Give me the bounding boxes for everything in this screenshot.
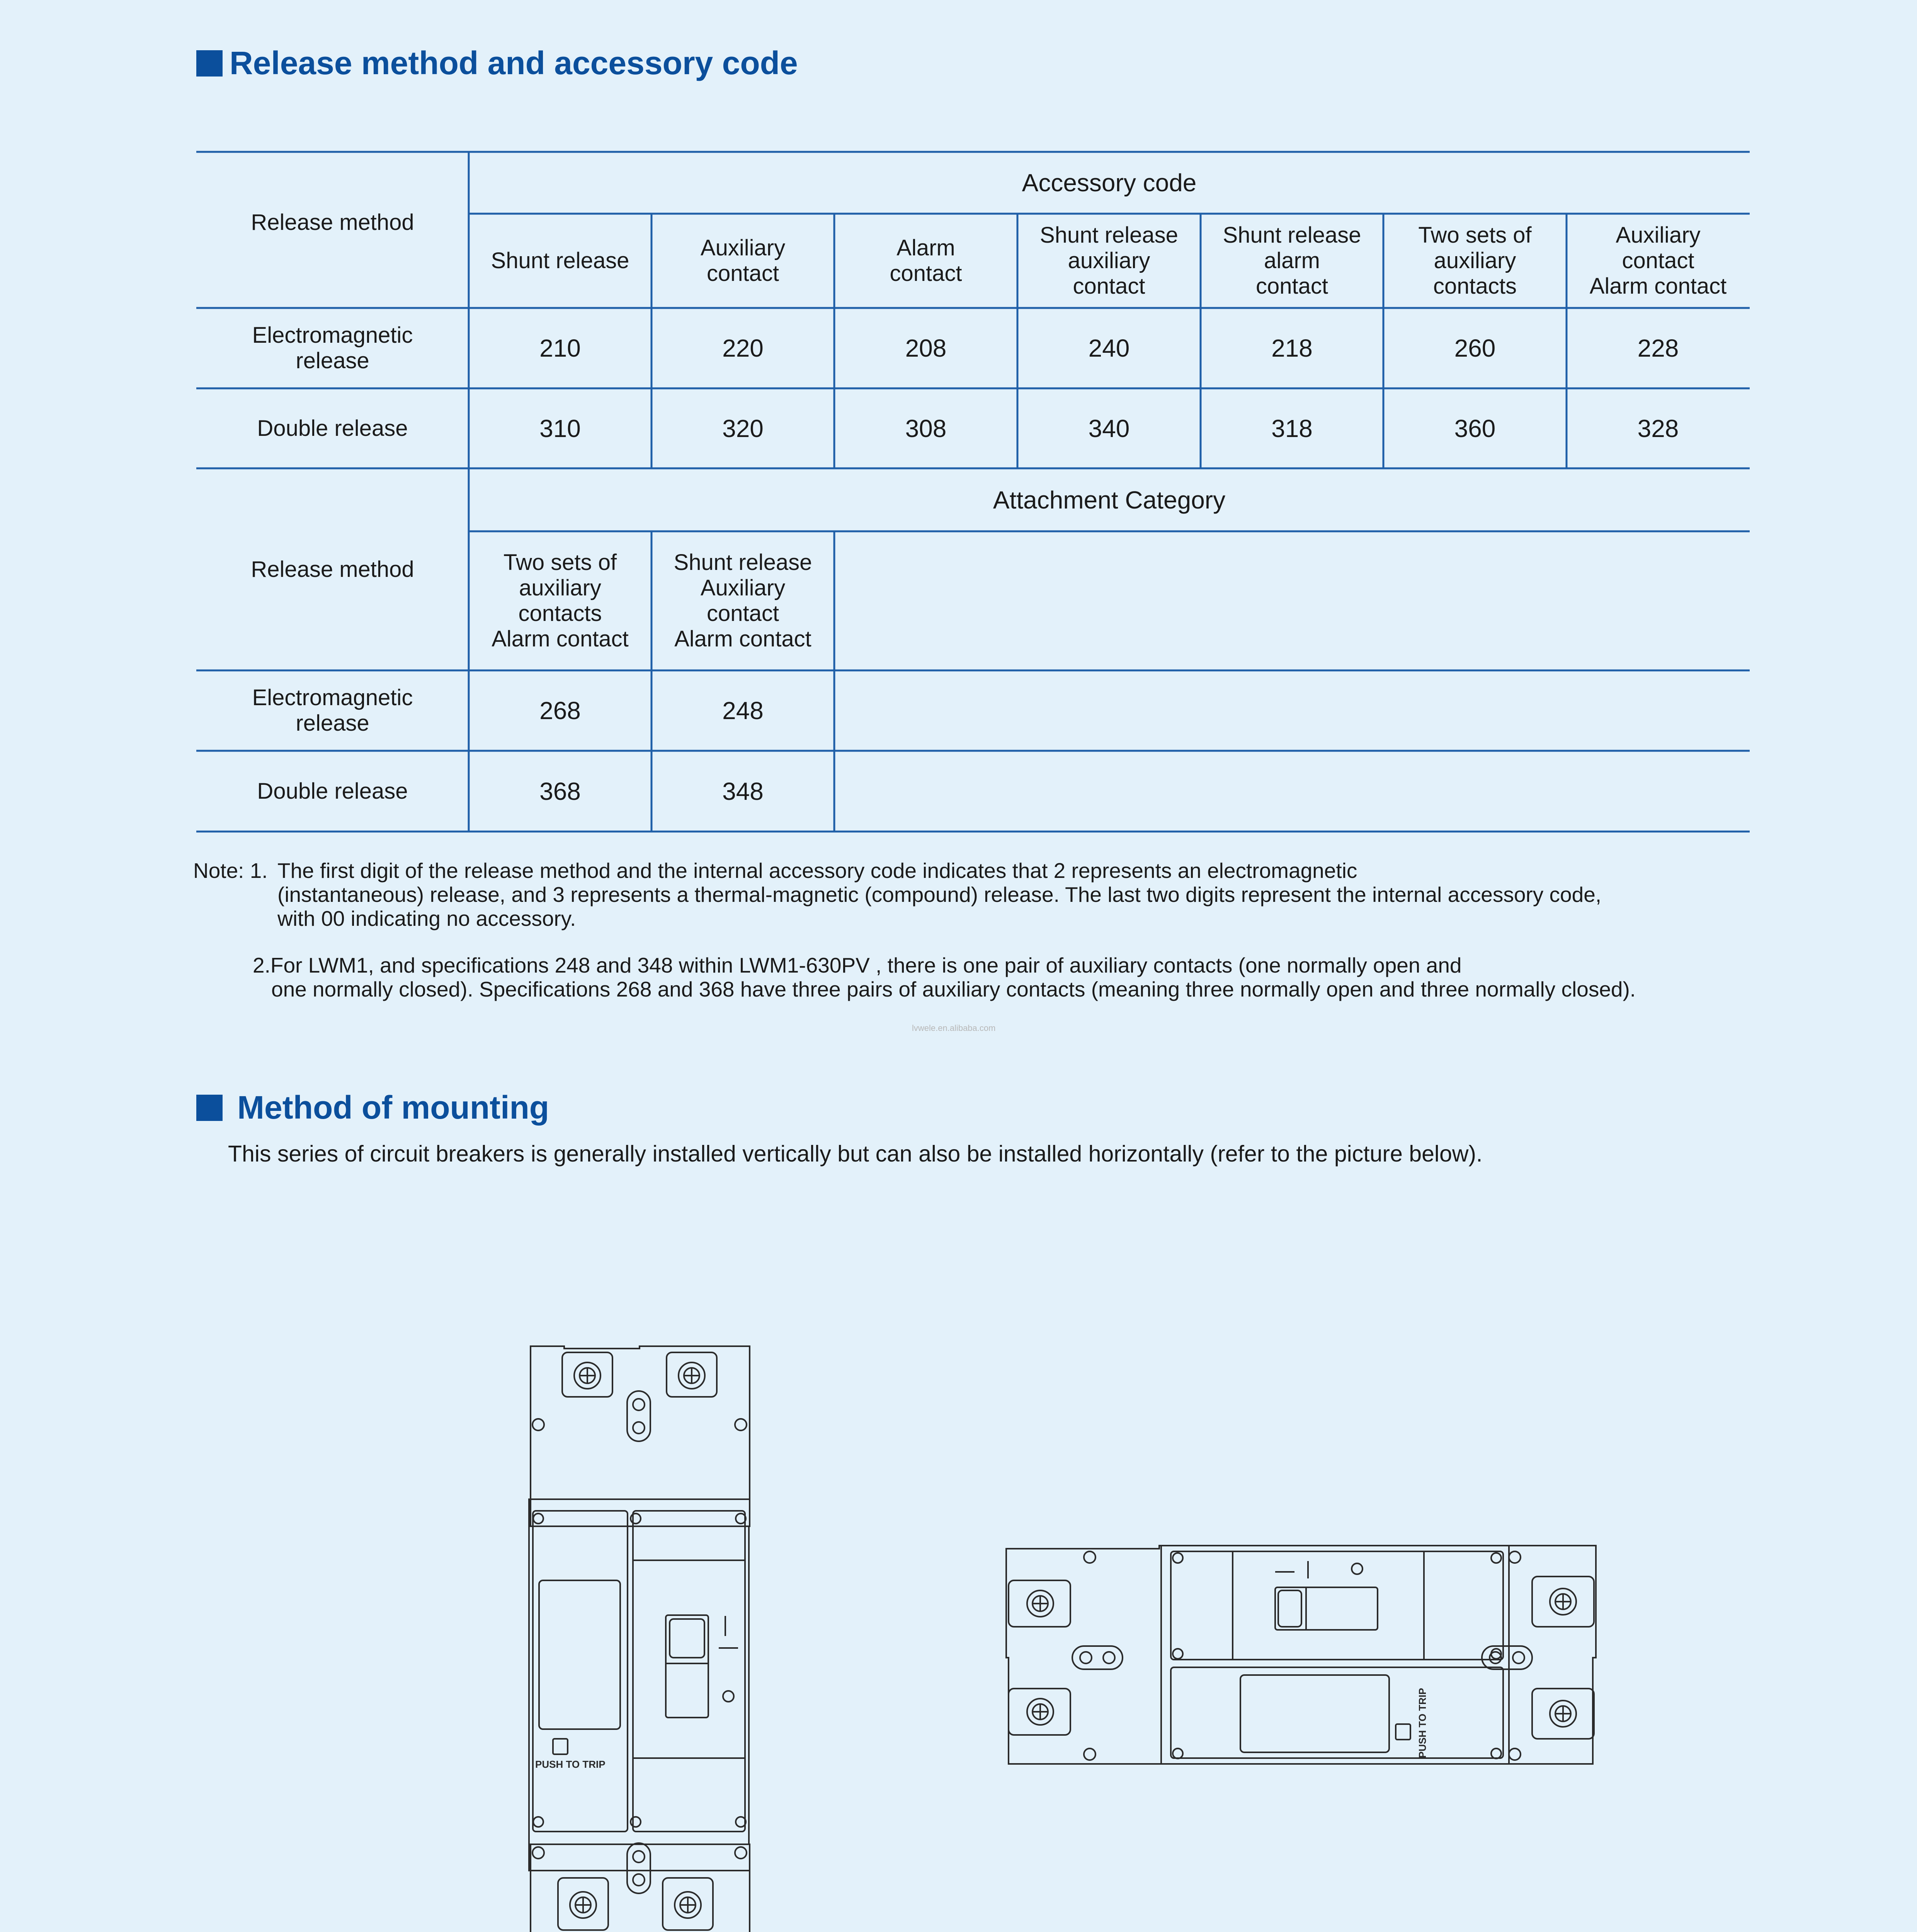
section-title-text: Release method and accessory code xyxy=(230,45,798,81)
t1-cell: 328 xyxy=(1637,414,1679,442)
title-square-icon xyxy=(196,1095,223,1121)
t2-row-header: Release method xyxy=(251,556,414,582)
t1-cell: 208 xyxy=(905,334,947,362)
t1-group-header: Accessory code xyxy=(1022,169,1197,197)
t1-row-label: Electromagnetic release xyxy=(252,323,413,373)
t1-cell: 310 xyxy=(539,414,581,442)
t1-col-header: Auxiliary contact xyxy=(700,235,786,286)
mounting-intro: This series of circuit breakers is generally installed vertically but can also be installed horizontally (refer to the picture below). xyxy=(228,1141,1483,1167)
t1-cell: 210 xyxy=(539,334,581,362)
t1-col-header: Shunt release alarm contact xyxy=(1223,223,1361,299)
t2-cell: 368 xyxy=(539,777,581,805)
t1-cell: 240 xyxy=(1088,334,1130,362)
note-prefix: Note: 1. xyxy=(193,859,268,883)
t1-col-header: Auxiliary contact Alarm contact xyxy=(1589,223,1727,299)
t2-col-header: Two sets of auxiliary contacts Alarm contact xyxy=(492,550,629,651)
t1-row-header: Release method xyxy=(251,210,414,235)
t1-cell: 220 xyxy=(722,334,764,362)
note2-line2: one normally closed). Specifications 268 and 368 have three pairs of auxiliary contacts (meaning three normally open and three normally closed). xyxy=(271,977,1636,1001)
vertical-breaker-svg xyxy=(524,1341,755,1932)
t1-cell: 340 xyxy=(1088,414,1130,442)
t2-cell: 348 xyxy=(722,777,764,805)
t1-col-header: Shunt release auxiliary contact xyxy=(1040,223,1178,299)
vertical-breaker-drawing xyxy=(524,1341,755,1932)
note2-line1: 2.For LWM1, and specifications 248 and 348 within LWM1-630PV , there is one pair of auxiliary contacts (one normally open and xyxy=(253,953,1462,977)
t1-col-header: Two sets of auxiliary contacts xyxy=(1418,223,1532,299)
t2-row-label: Electromagnetic release xyxy=(252,685,413,736)
horizontal-breaker-svg xyxy=(1005,1542,1598,1768)
note1-line2: (instantaneous) release, and 3 represents a thermal-magnetic (compound) release. The last two digits represent the internal accessory code, xyxy=(277,883,1602,906)
t2-cell: 248 xyxy=(722,697,764,724)
section-title-mounting xyxy=(196,1089,549,1126)
t1-cell: 308 xyxy=(905,414,947,442)
note1-line3: with 00 indicating no accessory. xyxy=(277,906,576,930)
title-square-icon xyxy=(196,50,223,77)
section-title-text: Method of mounting xyxy=(237,1089,549,1126)
t2-row-label: Double release xyxy=(257,778,408,804)
t1-cell: 320 xyxy=(722,414,764,442)
t1-col-header: Alarm contact xyxy=(890,235,962,286)
t1-cell: 228 xyxy=(1637,334,1679,362)
note1-line1: The first digit of the release method and the internal accessory code indicates that 2 represents an electromagnetic xyxy=(277,859,1357,883)
t2-group-header: Attachment Category xyxy=(993,486,1226,514)
push-to-trip-label: PUSH TO TRIP xyxy=(535,1759,606,1770)
section-title-release xyxy=(196,44,798,82)
t2-cell: 268 xyxy=(539,697,581,724)
horizontal-breaker-drawing xyxy=(1005,1542,1598,1768)
t1-cell: 218 xyxy=(1271,334,1313,362)
accessory-code-table xyxy=(196,151,1750,833)
t2-col-header: Shunt release Auxiliary contact Alarm contact xyxy=(674,550,812,651)
t1-cell: 260 xyxy=(1454,334,1496,362)
t1-col-header: Shunt release xyxy=(491,248,629,273)
t1-row-label: Double release xyxy=(257,415,408,441)
t1-cell: 360 xyxy=(1454,414,1496,442)
push-to-trip-label: PUSH TO TRIP xyxy=(1417,1688,1428,1758)
watermark: lvwele.en.alibaba.com xyxy=(912,1023,996,1033)
t1-cell: 318 xyxy=(1271,414,1313,442)
